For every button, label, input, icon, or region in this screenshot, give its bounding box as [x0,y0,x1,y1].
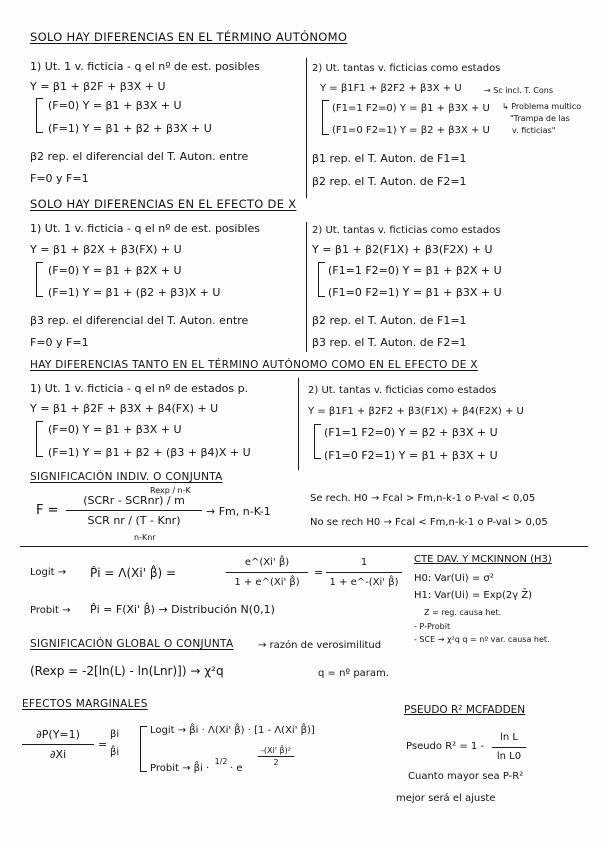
marginal-derivative-den: ∂Xi [49,748,67,761]
pseudo-r2-note1: Cuanto mayor sea P-R² [408,771,524,782]
pseudo-r2-num: ln L [500,732,518,743]
s2-right-line3: (F1=1 F2=0) Y = β1 + β2X + U [328,264,502,277]
section3-title: HAY DIFERENCIAS TANTO EN EL TÉRMINO AUTÓNOMO COMO EN EL EFECTO DE X [30,359,478,371]
section-divider [20,546,588,547]
s1-left-line6: F=0 y F=1 [30,172,89,185]
f-numerator: (SCRr - SCRnr) / m [83,494,185,507]
global-significance-title: SIGNIFICACIÓN GLOBAL O CONJUNTA [30,638,234,650]
marginal-exponent: -(Xi' β̂)² [261,746,291,755]
s1-column-divider [306,58,307,198]
reject-rule: Se rech. H0 → Fcal > Fm,n-k-1 o P-val < 0,05 [310,493,536,504]
pseudo-r2-note2: mejor será el ajuste [396,793,496,804]
s1-left-line4: (F=1) Y = β1 + β2 + β3X + U [48,122,212,135]
s1-left-line2: Y = β1 + β2F + β3X + U [30,80,166,93]
marginal-probit: Probit → β̂i · [150,763,210,774]
marginal-logit: Logit → β̂i · Λ(Xi' β̂) · [1 - Λ(Xi' β̂)] [150,725,315,736]
f-fraction-bar [66,510,202,511]
s1-left-line3: (F=0) Y = β1 + β3X + U [48,99,182,112]
marginal-derivative-num: ∂P(Y=1) [36,728,80,741]
s3-right-line2: Y = β1F1 + β2F2 + β3(F1X) + β4(F2X) + U [308,406,524,417]
marginal-half: 1/2 [214,757,228,766]
s3-right-line3: (F1=1 F2=0) Y = β2 + β3X + U [324,426,498,439]
logit-frac2-bar [326,572,402,573]
s3-right-line4: (F1=0 F2=1) Y = β1 + β3X + U [324,449,498,462]
logit-frac1-bar [226,572,308,573]
s2-right-brace [318,262,325,297]
global-significance-note: → razón de verosimilitud [258,640,382,651]
f-denominator: SCR nr / (T - Knr) [87,514,181,527]
s1-right-line6: β2 rep. el T. Auton. de F2=1 [312,175,467,188]
s3-column-divider [298,378,299,470]
s2-right-line2: Y = β1 + β2(F1X) + β3(F2X) + U [312,243,493,256]
s1-right-brace [322,100,329,135]
s1-right-note2: "Trampa de las [510,114,570,123]
logit-label: Logit → [30,567,67,578]
marginal-equals: = [98,738,108,751]
cte-h1: H1: Var(Ui) = Exp(2γ Z̄) [414,590,533,601]
pseudo-r2-title: PSEUDO R² MCFADDEN [404,704,526,716]
no-reject-rule: No se rech H0 → Fcal < Fm,n-k-1 o P-val > 0,05 [310,517,548,528]
s2-left-line1: 1) Ut. 1 v. ficticia - q el nº de est. posibles [30,222,260,235]
f-distribution: → Fm, n-K-1 [206,505,271,518]
cte-step1: - P-Probit [414,622,451,631]
s2-right-line1: 2) Ut. tantas v. ficticias como estados [312,225,501,236]
s1-right-note1: ↳ Problema multico [502,102,582,111]
cte-title: CTE DAV. Y MCKINNON (H3) [414,554,552,565]
s2-right-line4: (F1=0 F2=1) Y = β1 + β3X + U [328,286,502,299]
logit-equation: P̂i = Λ(Xi' β̂) = [90,566,177,580]
marginal-e: · e [230,763,243,774]
significance-top-note: Rexp / n-K [150,486,191,495]
logit-frac1-den: 1 + e^(Xi' β̂) [234,577,300,588]
s1-right-line2: Y = β1F1 + β2F2 + β3X + U [320,83,462,94]
s2-right-line5: β2 rep. el T. Auton. de F1=1 [312,314,467,327]
marginal-brace [140,726,147,772]
s1-left-brace [36,98,43,133]
s2-left-line4: (F=1) Y = β1 + (β2 + β3)X + U [48,286,221,299]
likelihood-ratio-equation: (Rexp = -2[ln(L) - ln(Lnr)]) → χ²q [30,664,224,678]
marginal-beta: βi [110,729,120,740]
s3-right-brace [314,424,321,459]
s2-right-line6: β3 rep. el T. Auton. de F2=1 [312,336,467,349]
f-statistic-label: F = [36,503,59,518]
s1-right-note3: v. ficticias" [512,126,556,135]
logit-equals: = [314,566,324,579]
pseudo-r2-den: ln L0 [496,751,522,762]
logit-frac2-num: 1 [360,557,368,568]
cte-step2: - SCE → χ²q q = nº var. causa het. [414,635,550,644]
pseudo-r2-bar [492,747,526,748]
s1-left-line5: β2 rep. el diferencial del T. Auton. entre [30,150,249,163]
s2-left-brace [36,262,43,297]
s2-left-line3: (F=0) Y = β1 + β2X + U [48,264,182,277]
significance-title: SIGNIFICACIÓN INDIV. O CONJUNTA [30,471,223,483]
likelihood-ratio-q: q = nº param. [318,668,389,679]
marginal-beta-hat: β̂i [110,747,120,758]
pseudo-r2-equation: Pseudo R² = 1 - [406,741,485,752]
f-denominator-sub: n-Knr [134,533,156,542]
s3-right-line1: 2) Ut. tantas v. ficticias como estados [308,385,497,396]
s1-right-line3: (F1=1 F2=0) Y = β1 + β3X + U [332,103,490,114]
s2-column-divider [306,222,307,352]
s2-left-line5: β3 rep. el diferencial del T. Auton. entre [30,314,249,327]
marginal-effects-title: EFECTOS MARGINALES [22,698,148,710]
marginal-derivative-bar [22,744,94,745]
probit-label: Probit → [30,605,71,616]
s2-left-line2: Y = β1 + β2X + β3(FX) + U [30,243,182,256]
logit-frac2-den: 1 + e^-(Xi' β̂) [329,577,399,588]
probit-equation: P̂i = F(Xi' β̂) → Distribución N(0,1) [90,603,275,616]
s3-left-line1: 1) Ut. 1 v. ficticia - q el nº de estados p. [30,382,249,395]
section1-title: SOLO HAY DIFERENCIAS EN EL TÉRMINO AUTÓNOMO [30,30,348,44]
s3-left-brace [36,421,43,457]
cte-z-note: Z = reg. causa het. [424,608,502,617]
s1-left-line1: 1) Ut. 1 v. ficticia - q el nº de est. posibles [30,60,260,73]
s1-right-line4: (F1=0 F2=1) Y = β2 + β3X + U [332,125,490,136]
s3-left-line3: (F=0) Y = β1 + β3X + U [48,423,182,436]
cte-h0: H0: Var(Ui) = σ² [414,573,494,584]
s3-left-line4: (F=1) Y = β1 + β2 + (β3 + β4)X + U [48,446,251,459]
s1-right-line5: β1 rep. el T. Auton. de F1=1 [312,152,467,165]
s2-left-line6: F=0 y F=1 [30,336,89,349]
section2-title: SOLO HAY DIFERENCIAS EN EL EFECTO DE X [30,197,297,211]
logit-frac1-num: e^(Xi' β̂) [244,557,290,568]
marginal-exponent-den: 2 [273,758,279,767]
s1-right-line2-note: → Sc incl. T. Cons [484,86,554,95]
s3-left-line2: Y = β1 + β2F + β3X + β4(FX) + U [30,402,219,415]
s1-right-line1: 2) Ut. tantas v. ficticias como estados [312,63,501,74]
